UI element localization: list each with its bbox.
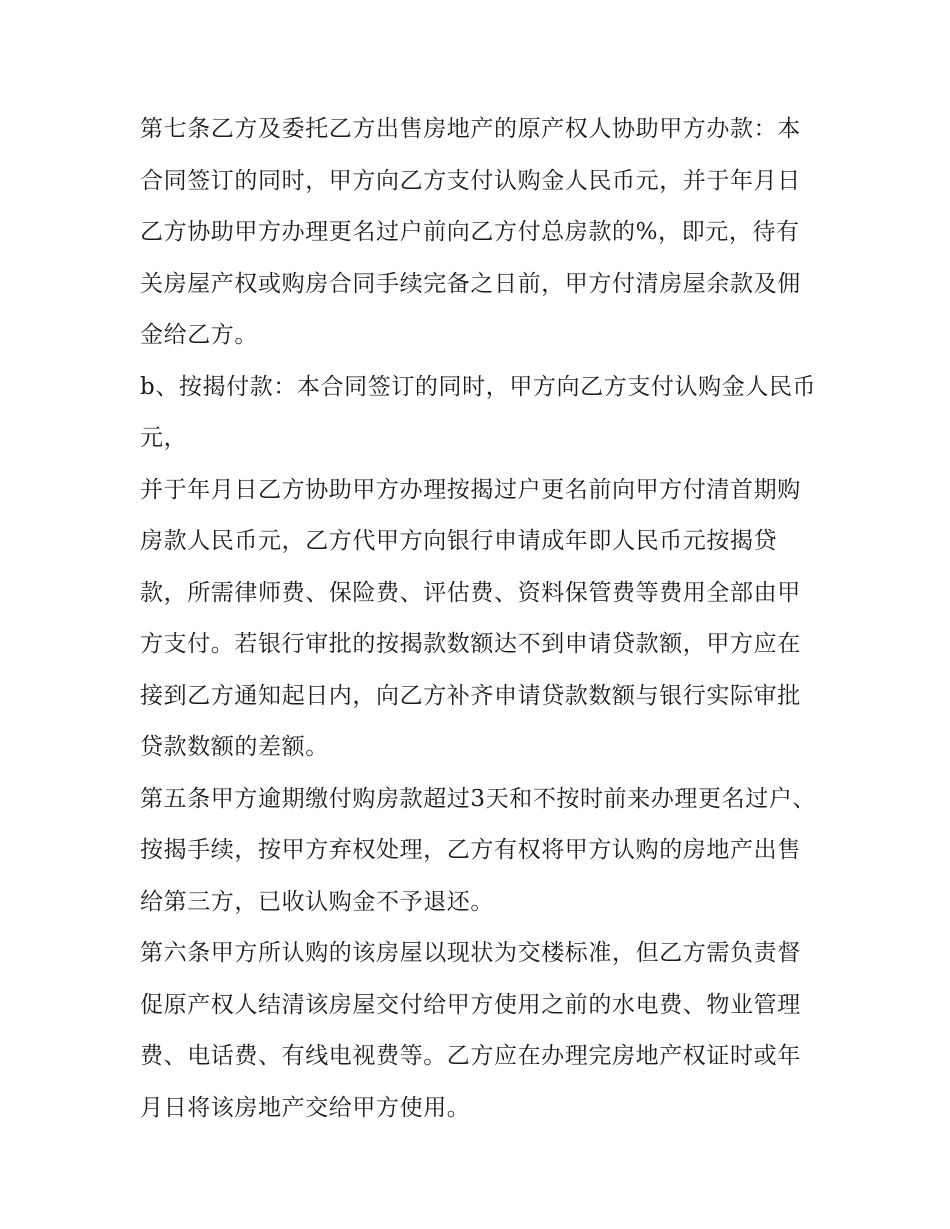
paragraph-article-7: 第七条乙方及委托乙方出售房地产的原产权人协助甲方办款：本合同签订的同时，甲方向乙方支付认购金人民币元，并于年月日乙方协助甲方办理更名过户前向乙方付总房款的%，即元，待有关房屋产权或购房合同手续完备之日前，甲方付清房屋余款及佣金给乙方。 bbox=[140, 116, 801, 348]
document-body bbox=[140, 104, 820, 1134]
paragraph-mortgage-payment: b、按揭付款：本合同签订的同时，甲方向乙方支付认购金人民币元， bbox=[140, 373, 817, 451]
paragraph-article-5: 第五条甲方逾期缴付购房款超过3天和不按时前来办理更名过户、按揭手续，按甲方弃权处理，乙方有权将甲方认购的房地产出售给第三方，已收认购金不予退还。 bbox=[140, 785, 817, 915]
paragraph-article-6: 第六条甲方所认购的该房屋以现状为交楼标准，但乙方需负责督促原产权人结清该房屋交付给甲方使用之前的水电费、物业管理费、电话费、有线电视费等。乙方应在办理完房地产权证时或年月日将该房地产交给甲方使用。 bbox=[140, 940, 801, 1121]
paragraph-mortgage-details: 并于年月日乙方协助甲方办理按揭过户更名前向甲方付清首期购房款人民币元，乙方代甲方向银行申请成年即人民币元按揭贷款，所需律师费、保险费、评估费、资料保管费等费用全部由甲方支付。若银行审批的按揭款数额达不到申请贷款额，甲方应在接到乙方通知起日内，向乙方补齐申请贷款数额与银行实际审批贷款数额的差额。 bbox=[140, 476, 801, 760]
